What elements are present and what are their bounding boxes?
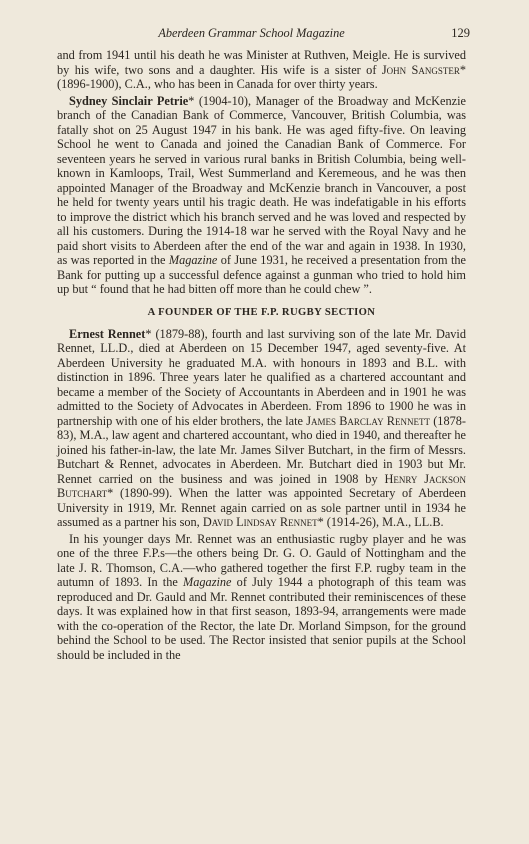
paragraph-petrie-obituary <box>57 94 466 297</box>
person-name-small-caps: Henry Jackson Butchart <box>57 471 467 500</box>
paragraph-text: * (1896-1900), C.A., who has been in Canada for over thirty years. <box>57 62 466 91</box>
paragraph-text: (1878-83), M.A., law agent and chartered accountant, who died in 1940, and thereafter he joined his father-in-law, the late Mr. James Silver Butchart, in the firm of Messrs. Butchart & Rennet, advocates in Aberdeen. Mr. Butchart died in 1903 but Mr. Rennet carried on the business and was joined in 1908 by <box>57 413 466 486</box>
paragraph-text: * (1914-26), M.A., LL.B. <box>317 515 444 529</box>
paragraph-text: of July 1944 a photograph of this team was reproduced and Dr. Gauld and Mr. Rennet contributed their reminiscences of these days. It was explained how in that first season, 1893-94, arrangements were made with the co-operation of the Rector, the late Dr. Morland Simpson, for the ground behind the School to be used. The Rector insisted that senior pupils at the School should be included in the <box>57 575 466 662</box>
paragraph-text: In his younger days Mr. Rennet was an enthusiastic rugby player and he was one of the three F.P.s—the others being Dr. G. O. Gauld of Nottingham and the late J. R. Thomson, C.A.—who gathered together the first F.P. rugby team in the autumn of 1893. In the <box>57 531 466 589</box>
paragraph-rugby-history <box>57 532 466 663</box>
paragraph-text: * (1904-10), Manager of the Broadway and McKenzie branch of the Canadian Bank of Commerce, Vancouver, British Columbia, was fatally shot on 25 August 1947 in his bank. He was aged fifty-five. On leaving School he went to Canada and joined the Canadian Bank of Commerce. For seventeen years he served in various rural banks in British Columbia, being well-known in Kamloops, Trail, West Summerland and Keremeous, and he was then appointed Manager of the Broadway and McKenzie branch in Vancouver, a post he held for twenty years until his tragic death. He was indefatigable in his efforts to improve the district which his branch served and he was loved and respected by all his customers. During the 1914-18 war he served with the Royal Navy and he paid short visits to Aberdeen after the end of the war and again in 1938. In 1930, as was reported in the <box>57 93 466 267</box>
paragraph-rennet-obituary <box>57 327 466 530</box>
page-header <box>57 24 470 48</box>
obituary-name: Ernest Rennet <box>69 326 146 341</box>
paragraph-text: * (1879-88), fourth and last surviving son of the late Mr. David Rennet, LL.D., died at Aberdeen on 15 December 1947, aged seventy-five. At Aberdeen University he graduated M.A. with honours in 1893 and B.L. with distinction in 1896. Three years later he qualified as a chartered accountant and became a member of the Society of Accountants in Aberdeen and in 1901 he was admitted to the Society of Advocates in Aberdeen. From 1896 to 1900 he was in partnership with one of his elder brothers, the late <box>57 326 466 428</box>
person-name-small-caps: David Lindsay Rennet <box>202 515 318 529</box>
section-heading: A FOUNDER OF THE F.P. RUGBY SECTION <box>147 306 376 318</box>
paragraph-text: * (1890-99). When the latter was appointed Secretary of Aberdeen University in 1919, Mr. Rennet again carried on as sole partner until in 1934 he assumed as a partner his son, <box>57 486 466 529</box>
magazine-italic: Magazine <box>183 575 232 589</box>
magazine-italic: Magazine <box>168 253 218 267</box>
person-name-small-caps: John Sangster <box>381 62 460 77</box>
paragraph-sangster-continuation <box>57 48 466 92</box>
person-name-small-caps: James Barclay Rennett <box>306 413 430 428</box>
obituary-name: Sydney Sinclair Petrie <box>69 93 189 108</box>
paragraph-text: and from 1941 until his death he was Minister at Ruthven, Meigle. He is survived by his wife, two sons and a daughter. His wife is a sister of <box>57 48 466 77</box>
running-head: Aberdeen Grammar School Magazine <box>158 26 345 40</box>
paragraph-text: of June 1931, he received a presentation from the Bank for putting up a successful defence against a gunman who tried to hold him up but “ found that he had bitten off more than he could chew ”. <box>57 253 466 296</box>
page-number: 129 <box>451 26 470 40</box>
